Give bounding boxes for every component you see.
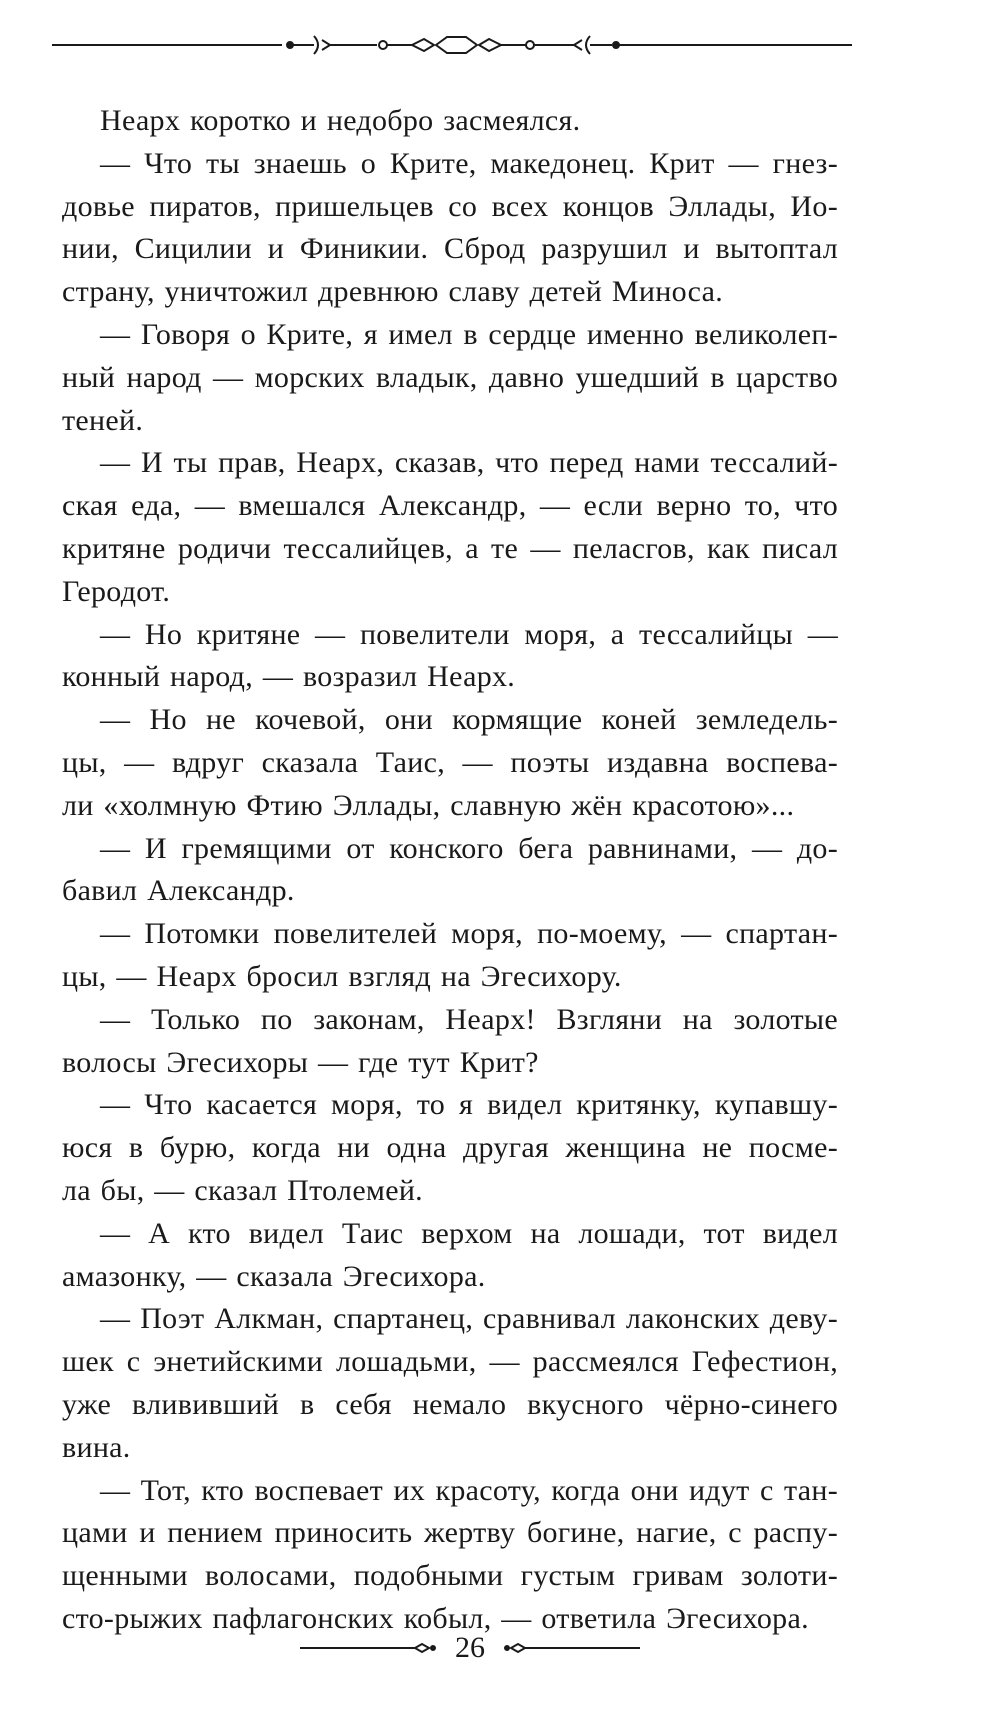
page-footer (0, 1626, 1000, 1670)
text-line: шек с энетийскими лошадьми, — рассмеялся Гефестион, (62, 1345, 838, 1379)
paragraph (62, 143, 838, 314)
text-line: ный народ — морских владык, давно ушедший в царство (62, 360, 838, 394)
text-line: ская еда, — вмешался Александр, — если верно то, что (62, 489, 838, 523)
text-line: — Что касается моря, то я видел критянку, купавшу- (100, 1088, 838, 1122)
paragraph (62, 442, 838, 613)
text-line: — Потомки повелителей моря, по-моему, — спартан- (100, 917, 838, 951)
text-line: теней. (62, 403, 144, 437)
text-line: бавил Александр. (62, 874, 295, 908)
paragraph (62, 614, 838, 700)
text-line: страну, уничтожил древнюю славу детей Миноса. (62, 275, 724, 309)
text-line: ла бы, — сказал Птолемей. (62, 1173, 423, 1207)
text-line: — Поэт Алкман, спартанец, сравнивал лаконских деву- (100, 1302, 838, 1336)
text-line: цы, — вдруг сказала Таис, — поэты издавна воспева- (62, 745, 838, 779)
text-line: — Говоря о Крите, я имел в сердце именно великолеп- (100, 317, 838, 351)
paragraph (62, 1213, 838, 1299)
paragraph (62, 828, 838, 914)
paragraph (62, 699, 838, 827)
text-line: — Тот, кто воспевает их красоту, когда они идут с тан- (100, 1473, 838, 1507)
text-line: Геродот. (62, 574, 171, 608)
text-line: конный народ, — возразил Неарх. (62, 660, 516, 694)
text-line: нии, Сицилии и Финикии. Сброд разрушил и вытоптал (62, 232, 838, 266)
paragraph (62, 1084, 838, 1212)
text-line: цы, — Неарх бросил взгляд на Эгесихору. (62, 959, 622, 993)
text-line: — И ты прав, Неарх, сказав, что перед нами тессалий- (100, 446, 838, 480)
text-line: Неарх коротко и недобро засмеялся. (100, 104, 581, 137)
text-line: — Что ты знаешь о Крите, македонец. Крит — гнез- (100, 146, 838, 180)
text-line: юся в бурю, когда ни одна другая женщина не посме- (62, 1131, 838, 1165)
paragraph (62, 1298, 838, 1469)
body-text (62, 100, 838, 1641)
paragraph (62, 100, 838, 143)
text-line: ли «холмную Фтию Эллады, славную жён красотою»... (62, 788, 795, 822)
text-line: амазонку, — сказала Эгесихора. (62, 1259, 486, 1293)
text-line: — И гремящими от конского бега равнинами, — до- (100, 831, 838, 865)
text-line: — Но не кочевой, они кормящие коней земледель- (100, 703, 838, 737)
top-ornament (52, 30, 852, 60)
text-line: щенными волосами, подобными густым гривам золоти- (62, 1559, 838, 1593)
text-line: довье пиратов, пришельцев со всех концов Эллады, Ио- (62, 189, 838, 223)
text-line: критяне родичи тессалийцев, а те — пеласгов, как писал (62, 531, 838, 565)
text-line: — Но критяне — повелители моря, а тессалийцы — (100, 617, 838, 651)
text-line: сто-рыжих пафлагонских кобыл, — ответила Эгесихора. (62, 1601, 809, 1635)
text-line: уже влививший в себя немало вкусного чёрно-синего вина. (62, 1387, 838, 1464)
text-line: — А кто видел Таис верхом на лошади, тот видел (100, 1216, 838, 1250)
text-line: волосы Эгесихоры — где тут Крит? (62, 1045, 539, 1079)
text-line: — Только по законам, Неарх! Взгляни на золотые (100, 1002, 838, 1036)
paragraph (62, 1470, 838, 1641)
paragraph (62, 913, 838, 999)
text-line: цами и пением приносить жертву богине, нагие, с распу- (62, 1516, 838, 1550)
paragraph (62, 999, 838, 1085)
paragraph (62, 314, 838, 442)
page-number: 26 (455, 1631, 485, 1664)
